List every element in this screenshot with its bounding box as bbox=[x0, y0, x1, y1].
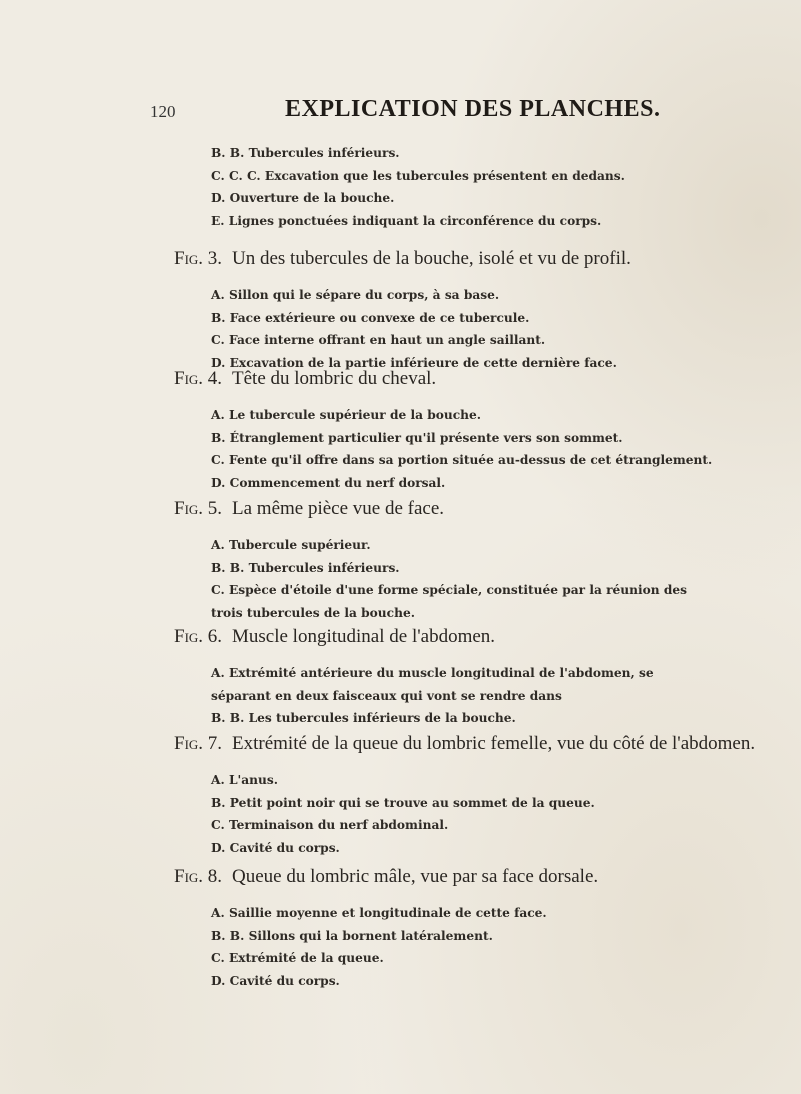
page-number: 120 bbox=[150, 102, 176, 121]
figure-label: Fig. 8. bbox=[174, 866, 223, 887]
running-title: EXPLICATION DES PLANCHES. bbox=[285, 96, 661, 122]
legend-item: C. Fente qu'il offre dans sa portion située au-dessus de cet étranglement. bbox=[211, 453, 713, 467]
figure-label: Fig. 3. bbox=[174, 248, 223, 269]
legend-item: A. L'anus. bbox=[211, 773, 278, 787]
figure-title: La même pièce vue de face. bbox=[232, 498, 445, 519]
figure-4 bbox=[174, 368, 734, 494]
figure-3 bbox=[174, 248, 734, 374]
legend-item: B. Face extérieure ou convexe de ce tubercule. bbox=[211, 310, 530, 325]
figure-label: Fig. 5. bbox=[174, 498, 223, 519]
figure-8 bbox=[174, 866, 734, 992]
legend-item: A. Extrémité antérieure du muscle longitudinal de l'abdomen, se séparant en deux faisceaux qui vont se rendre dans bbox=[211, 666, 654, 703]
figure-heading bbox=[174, 866, 734, 888]
figure-heading bbox=[174, 368, 734, 390]
legend-item: B. B. Tubercules inférieurs. bbox=[211, 560, 400, 575]
figure-title: Tête du lombric du cheval. bbox=[232, 368, 437, 389]
legend-item: D. Ouverture de la bouche. bbox=[211, 191, 395, 205]
figure-heading bbox=[174, 733, 756, 755]
legend-item: C. C. C. Excavation que les tubercules présentent en dedans. bbox=[211, 168, 625, 183]
figure-7 bbox=[174, 733, 756, 859]
legend-item: A. Tubercule supérieur. bbox=[211, 538, 371, 552]
figure-6 bbox=[174, 626, 734, 730]
figure-title: Queue du lombric mâle, vue par sa face dorsale. bbox=[232, 866, 599, 887]
figure-5 bbox=[174, 498, 734, 624]
figure-label: Fig. 6. bbox=[174, 626, 223, 647]
figure-heading bbox=[174, 626, 734, 648]
legend-item: C. Espèce d'étoile d'une forme spéciale, constituée par la réunion des trois tubercules de la bouche. bbox=[211, 583, 687, 620]
legend-item: B. B. Tubercules inférieurs. bbox=[211, 146, 400, 160]
legend-item: D. Excavation de la partie inférieure de cette dernière face. bbox=[211, 355, 617, 370]
legend-item: B. B. Sillons qui la bornent latéralement. bbox=[211, 928, 493, 943]
legend-item: C. Face interne offrant en haut un angle saillant. bbox=[211, 333, 546, 347]
figure-heading bbox=[174, 498, 734, 520]
figure-label: Fig. 7. bbox=[174, 733, 223, 754]
page-header bbox=[150, 96, 661, 132]
figure-heading bbox=[174, 248, 734, 270]
legend-item: B. Étranglement particulier qu'il présente vers son sommet. bbox=[211, 430, 623, 445]
figure-title: Un des tubercules de la bouche, isolé et vu de profil. bbox=[232, 248, 631, 269]
legend-item: C. Extrémité de la queue. bbox=[211, 951, 384, 965]
legend-item: A. Saillie moyenne et longitudinale de cette face. bbox=[211, 906, 547, 920]
legend-item: E. Lignes ponctuées indiquant la circonférence du corps. bbox=[211, 213, 602, 228]
intro-legend bbox=[174, 142, 734, 232]
legend-item: D. Commencement du nerf dorsal. bbox=[211, 475, 446, 490]
legend-item: A. Le tubercule supérieur de la bouche. bbox=[211, 408, 482, 422]
figure-title: Extrémité de la queue du lombric femelle, vue du côté de l'abdomen. bbox=[232, 733, 756, 754]
legend-item: D. Cavité du corps. bbox=[211, 840, 340, 855]
legend-item: C. Terminaison du nerf abdominal. bbox=[211, 818, 449, 832]
figure-title: Muscle longitudinal de l'abdomen. bbox=[232, 626, 496, 647]
legend-item: B. B. Les tubercules inférieurs de la bouche. bbox=[211, 711, 516, 725]
legend-item: D. Cavité du corps. bbox=[211, 973, 340, 988]
legend-item: B. Petit point noir qui se trouve au sommet de la queue. bbox=[211, 795, 595, 810]
figure-label: Fig. 4. bbox=[174, 368, 223, 389]
legend-item: A. Sillon qui le sépare du corps, à sa base. bbox=[211, 288, 500, 302]
